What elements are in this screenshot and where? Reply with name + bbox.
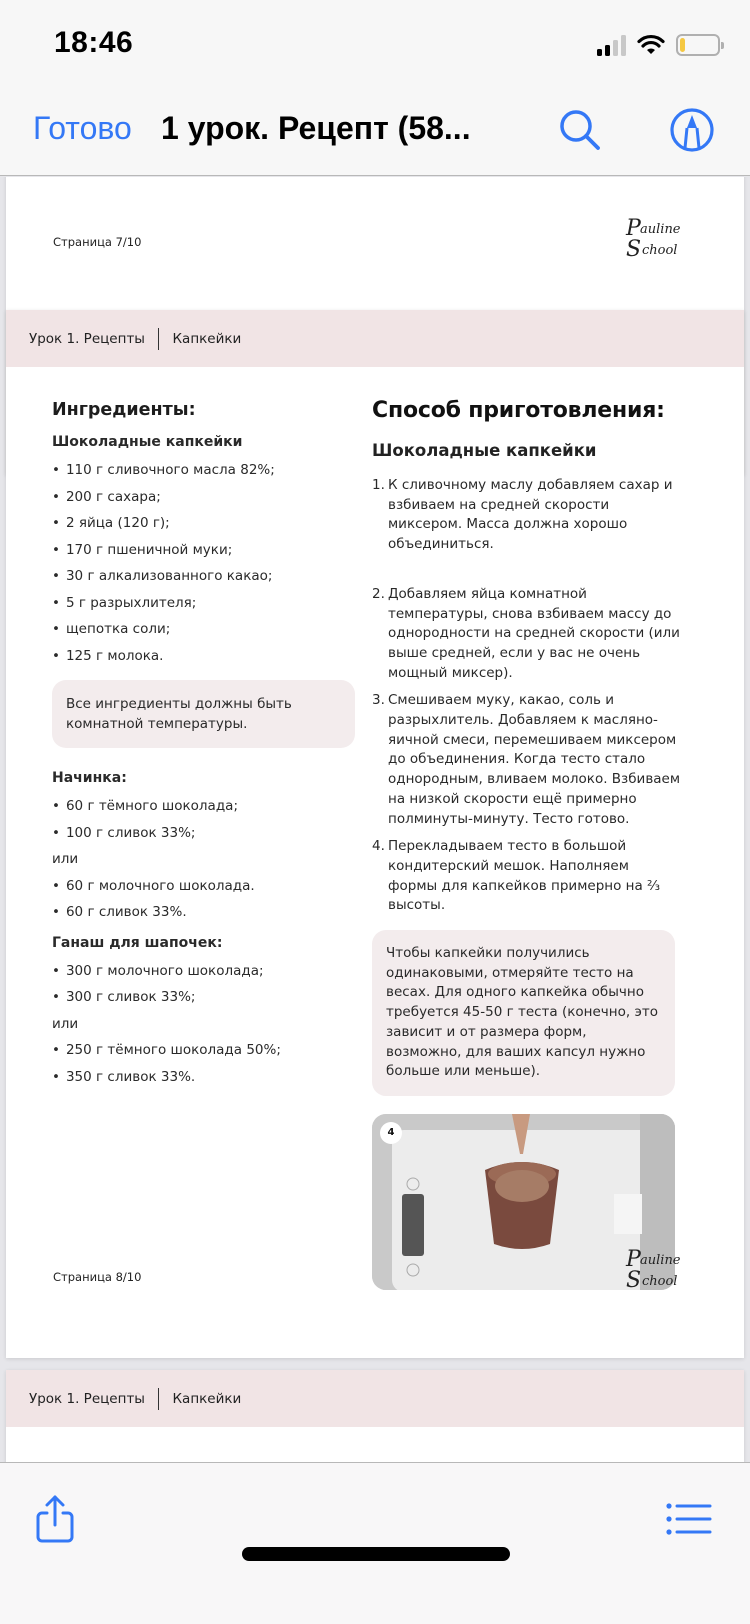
page-number: Страница 8/10 — [53, 1270, 142, 1284]
markup-pen-icon[interactable] — [668, 106, 716, 154]
list-item: • 300 г сливок 33%; — [52, 987, 362, 1014]
status-time: 18:46 — [54, 26, 134, 59]
method-column — [372, 398, 682, 1290]
list-item: • 2 яйца (120 г); — [52, 513, 362, 540]
battery-icon — [676, 34, 720, 56]
page-number: Страница 7/10 — [53, 235, 142, 249]
step-number: 1. — [372, 477, 385, 493]
battery-level — [680, 38, 685, 52]
step-number: 4. — [372, 838, 385, 855]
ganache-ingredients-list — [52, 961, 362, 1094]
wifi-icon — [636, 34, 666, 56]
svg-text:P: P — [626, 216, 641, 241]
list-item: • 125 г молока. — [52, 646, 362, 673]
or-separator: или — [52, 851, 79, 867]
lesson-label: Урок 1. Рецепты — [29, 1390, 145, 1407]
step-item — [372, 476, 682, 555]
list-item: • 100 г сливок 33%; — [52, 823, 362, 850]
pauline-school-logo — [622, 211, 694, 261]
status-bar — [0, 0, 750, 88]
list-item: • 60 г сливок 33%. — [52, 902, 362, 929]
list-item: • 5 г разрыхлителя; — [52, 593, 362, 620]
topic-label: Капкейки — [172, 330, 242, 347]
list-item: • 200 г сахара; — [52, 487, 362, 514]
pdf-page-9 — [6, 1370, 744, 1464]
nav-bar — [0, 88, 750, 176]
method-steps — [372, 476, 682, 916]
svg-text:chool: chool — [642, 1274, 678, 1289]
pdf-page-8 — [6, 310, 744, 1358]
step-number: 2. — [372, 585, 385, 602]
svg-text:auline: auline — [640, 1253, 681, 1268]
step-text: Смешиваем муку, какао, соль и разрыхлитель. Добавляем к масляно-яичной смеси, перемешиваем миксером до объединения. Когда тесто стало однородным, вливаем молоко. Взбиваем на низкой скорости ещё примерно полминуты-минуту. Тесто готово. — [388, 692, 681, 827]
step-item — [372, 585, 682, 684]
ganache-subtitle: Ганаш для шапочек: — [52, 934, 223, 951]
temperature-note: Все ингредиенты должны быть комнатной температуры. — [52, 680, 355, 748]
method-subtitle: Шоколадные капкейки — [372, 441, 597, 460]
list-item: • 60 г тёмного шоколада; — [52, 796, 362, 823]
lesson-label: Урок 1. Рецепты — [29, 330, 145, 347]
weighing-tip: Чтобы капкейки получились одинаковыми, отмеряйте тесто на весах. Для одного капкейка обычно требуется 45-50 г теста (конечно, это зависит и от размера форм, возможно, для ваших капсул нужно больше или меньше). — [372, 930, 675, 1096]
svg-text:S: S — [626, 1268, 642, 1292]
header-divider — [158, 1388, 160, 1410]
step-text: Добавляем яйца комнатной температуры, снова взбиваем массу до однородности на средней скорости (или выше средней, если у вас не очень мощный миксер). — [388, 585, 680, 681]
step-number: 3. — [372, 692, 385, 709]
list-item: • 110 г сливочного масла 82%; — [52, 460, 362, 487]
topic-label: Капкейки — [172, 1390, 242, 1407]
step-badge: 4 — [380, 1122, 402, 1144]
filling-ingredients-list — [52, 796, 362, 929]
document-title: 1 урок. Рецепт (58... — [161, 110, 471, 146]
pauline-school-logo — [622, 1242, 694, 1292]
svg-text:P: P — [626, 1247, 641, 1272]
outline-list-icon[interactable] — [666, 1501, 714, 1537]
list-item: • 350 г сливок 33%. — [52, 1067, 362, 1094]
step-text: Перекладываем тесто в большой кондитерский мешок. Наполняем формы для капкейков примерно на ⅔ высоты. — [388, 838, 661, 914]
svg-text:S: S — [626, 237, 642, 261]
cupcake-ingredients-list — [52, 460, 362, 672]
step-item — [372, 837, 682, 916]
share-icon[interactable] — [34, 1493, 76, 1545]
list-item: • 300 г молочного шоколада; — [52, 961, 362, 988]
list-item: • 250 г тёмного шоколада 50%; — [52, 1040, 362, 1067]
bottom-toolbar — [0, 1462, 750, 1624]
list-item: • щепотка соли; — [52, 619, 362, 646]
svg-text:auline: auline — [640, 222, 681, 237]
page-header — [6, 1370, 744, 1427]
search-icon[interactable] — [556, 106, 604, 154]
header-divider — [158, 328, 160, 350]
page-header — [6, 310, 744, 367]
method-title: Способ приготовления: — [372, 398, 665, 423]
list-item: • 60 г молочного шоколада. — [52, 876, 362, 903]
signal-icon — [597, 34, 626, 56]
step-item — [372, 691, 682, 829]
status-icons — [597, 30, 720, 60]
ingredients-title: Ингредиенты: — [52, 400, 196, 420]
ingredients-column — [52, 400, 362, 1093]
home-indicator[interactable] — [242, 1547, 510, 1561]
list-item: • 170 г пшеничной муки; — [52, 540, 362, 567]
list-item: • 30 г алкализованного какао; — [52, 566, 362, 593]
svg-text:chool: chool — [642, 243, 678, 258]
or-separator: или — [52, 1015, 79, 1032]
cupcakes-subtitle: Шоколадные капкейки — [52, 434, 243, 450]
filling-subtitle: Начинка: — [52, 770, 127, 786]
done-button[interactable]: Готово — [33, 110, 132, 146]
step-text: К сливочному маслу добавляем сахар и взбиваем на средней скорости миксером. Масса должна хорошо объединиться. — [388, 477, 673, 553]
document-viewer[interactable] — [0, 177, 750, 1464]
